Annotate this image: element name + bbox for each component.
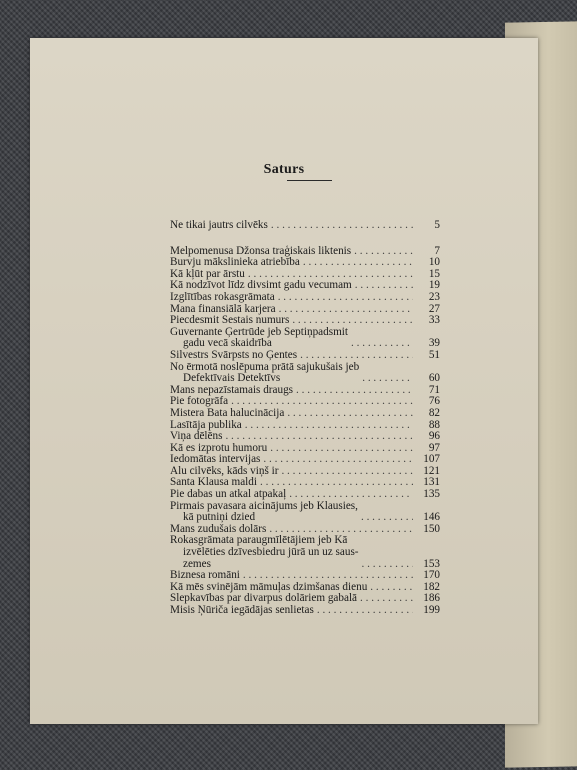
toc-entry: Ne tikai jautrs cilvēks . . . 5: [170, 220, 440, 232]
toc-entry: Piecdesmit Sestais numurs . . . 33: [170, 315, 440, 327]
leader-dots: [245, 420, 413, 432]
toc-entry: Guvernante Ģertrūde jeb Septiņpadsmit gadu vecā skaidrība . . . 39: [170, 327, 440, 350]
toc-entry: Melpomenusa Džonsa traģiskais liktenis . . . 7: [170, 246, 440, 258]
page-number: 51: [428, 348, 440, 361]
leader-dots: [289, 489, 413, 501]
leader-dots: [263, 454, 413, 466]
toc-entry: Biznesa romāni . . . 170: [170, 570, 440, 582]
leader-dots: [351, 338, 413, 350]
toc-entry: Viņa dēlēns . . . 96: [170, 431, 440, 443]
page-number: 199: [423, 604, 440, 616]
toc-entry: Slepkavības par divarpus dolāriem gabalā . . . 186: [170, 593, 440, 605]
page-number: 150: [423, 522, 440, 535]
leader-dots: [362, 373, 413, 385]
toc-entry: Silvestrs Svārpsts no Ģentes . . . 51: [170, 350, 440, 362]
toc-entry: Iedomātas intervijas . . . 107: [170, 454, 440, 466]
toc-entry: Kā es izprotu humoru . . . 97: [170, 443, 440, 455]
page-number: 5: [434, 219, 440, 231]
toc-entry: Santa Klausa maldi . . . 131: [170, 477, 440, 489]
page-number: 15: [428, 267, 440, 280]
leader-dots: [279, 304, 413, 316]
toc-entry: Rokasgrāmata paraugmīlētājiem jeb Kā izvēlēties dzīvesbiedru jūrā un uz saus- zemes . . . 153: [170, 535, 440, 570]
toc-entry: Pie fotogrāfa . . . 76: [170, 396, 440, 408]
toc-entry: Mana finansiālā karjera . . . 27: [170, 304, 440, 316]
page-number: 182: [423, 580, 440, 593]
toc-entry: Alu cilvēks, kāds viņš ir . . . 121: [170, 466, 440, 478]
toc-entry: Misis Ņūriča iegādājas senlietas . . . 199: [170, 605, 440, 617]
title-underline: [287, 180, 332, 181]
page-number: 19: [428, 279, 440, 292]
toc-entry: Mans nepazīstamais draugs . . . 71: [170, 385, 440, 397]
page-number: 39: [428, 337, 440, 350]
page-number: 107: [423, 453, 440, 466]
toc-entry: Kā mēs svinējām māmuļas dzimšanas dienu . . . 182: [170, 582, 440, 594]
page-number: 153: [423, 557, 440, 570]
page-number: 135: [423, 488, 440, 501]
toc-entry: Kā kļūt par ārstu . . . 15: [170, 269, 440, 281]
page-number: 10: [428, 256, 440, 269]
toc-entry: Pirmais pavasara aicinājums jeb Klausies, kā putniņi dzied . . . 146: [170, 501, 440, 524]
page-number: 76: [428, 395, 440, 408]
toc-entry: Mistera Bata halucinācija . . . 82: [170, 408, 440, 420]
page-number: 97: [428, 441, 440, 454]
page-number: 96: [428, 430, 440, 443]
page-number: 170: [423, 569, 440, 582]
page-number: 88: [428, 418, 440, 431]
toc-entry: No ērmotā noslēpuma prātā sajukušais jeb Defektīvais Detektīvs . . . 60: [170, 362, 440, 385]
page-title: Saturs: [263, 162, 305, 177]
page-number: 82: [428, 406, 440, 419]
page-number: 121: [423, 464, 440, 477]
leader-dots: [300, 350, 413, 362]
leader-dots: [354, 246, 413, 258]
table-of-contents: [170, 220, 440, 617]
page-number: 131: [423, 476, 440, 489]
leader-dots: [355, 280, 413, 292]
leader-dots: [317, 605, 413, 617]
toc-entry: Izglītības rokasgrāmata . . . 23: [170, 292, 440, 304]
toc-entry: Kā nodzīvot līdz divsimt gadu vecumam . . . 19: [170, 280, 440, 292]
page-number: 186: [423, 592, 440, 605]
page-number: 33: [428, 314, 440, 327]
page-number: 71: [428, 383, 440, 396]
book-page: [30, 38, 538, 724]
leader-dots: [303, 257, 413, 269]
leader-dots: [360, 593, 413, 605]
toc-entry: Pie dabas un atkal atpakaļ . . . 135: [170, 489, 440, 501]
leader-dots: [361, 512, 413, 524]
toc-entry: Burvju mākslinieka atriebība . . . 10: [170, 257, 440, 269]
page-number: 23: [428, 290, 440, 303]
leader-dots: [281, 466, 413, 478]
leader-dots: [278, 292, 413, 304]
leader-dots: [370, 582, 413, 594]
page-number: 146: [423, 511, 440, 524]
page-number: 7: [434, 244, 440, 257]
page-number: 60: [428, 372, 440, 385]
leader-dots: [271, 220, 413, 232]
page-number: 27: [428, 302, 440, 315]
leader-dots: [292, 315, 413, 327]
toc-entry: Mans zudušais dolārs . . . 150: [170, 524, 440, 536]
leader-dots: [296, 385, 413, 397]
leader-dots: [362, 559, 413, 571]
leader-dots: [225, 431, 413, 443]
leader-dots: [270, 443, 413, 455]
toc-entry: Lasītāja publika . . . 88: [170, 420, 440, 432]
leader-dots: [287, 408, 413, 420]
